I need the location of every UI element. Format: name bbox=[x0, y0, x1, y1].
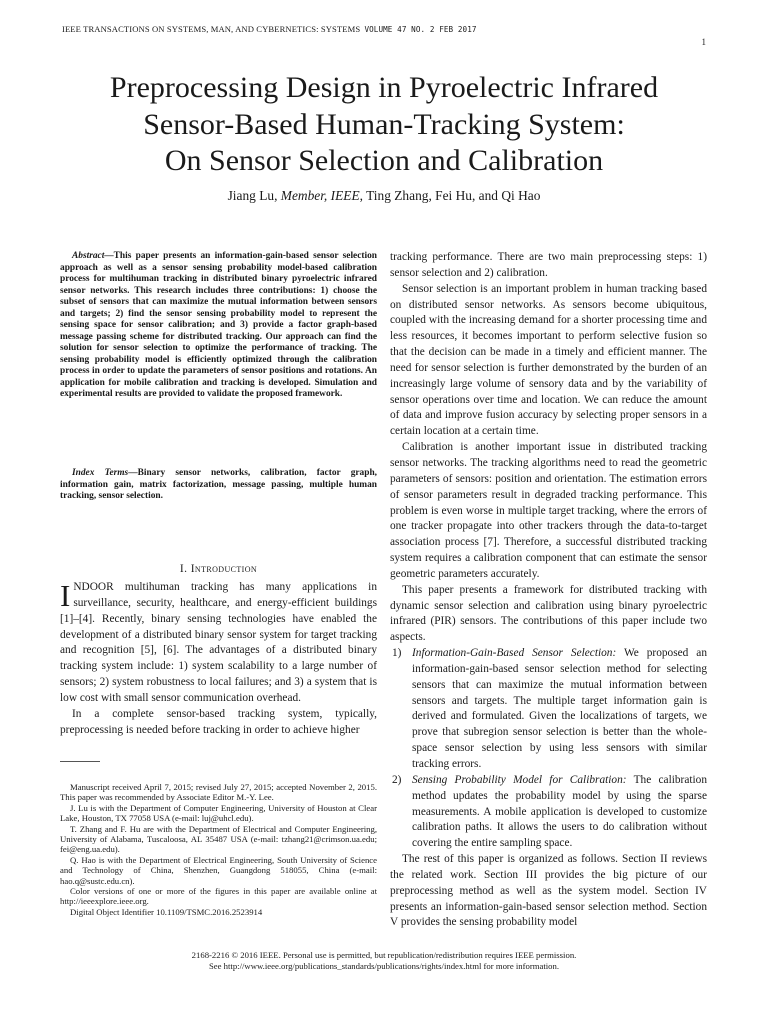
footnote-author-zhang-hu: T. Zhang and F. Hu are with the Department of Electrical and Computer Engineering, University of Alabama, Tuscaloosa, AL 35487 USA (e-mail: tzhang21@crimson.ua.edu; fei@eng.ua.edu). bbox=[60, 823, 377, 855]
copyright-line-1: 2168-2216 © 2016 IEEE. Personal use is permitted, but republication/redistribution requires IEEE permission. bbox=[191, 950, 577, 960]
list-item-text: We proposed an information-gain-based sensor selection method for selecting sensors that can maximize the mutual information between sensors and targets. The multiple target information gain is derived and formulated. Given the localizations of targets, we prove that subregion sensor selection is better than the whole-space sensor selection by using less sensors with similar tracking errors. bbox=[412, 647, 707, 770]
footnote-doi: Digital Object Identifier 10.1109/TSMC.2016.2523914 bbox=[70, 906, 263, 917]
index-terms-label: Index Terms bbox=[72, 468, 129, 478]
journal-name: IEEE TRANSACTIONS ON SYSTEMS, MAN, AND CYBERNETICS: SYSTEMS bbox=[62, 24, 361, 34]
right-paragraph-1: tracking performance. There are two main preprocessing steps: 1) sensor selection and 2) calibration. bbox=[390, 251, 707, 279]
footnote-manuscript: Manuscript received April 7, 2015; revised July 27, 2015; accepted November 2, 2015. This paper was recommended by Associate Editor M.-Y. Lee. bbox=[60, 782, 377, 803]
footnotes bbox=[60, 782, 377, 917]
list-item bbox=[390, 646, 707, 773]
footnote-author-hao: Q. Hao is with the Department of Electrical Engineering, South University of Science and Technology of China, Shenzhen, Guangdong 518055, China (e-mail: hao.q@sustc.edu.cn). bbox=[60, 854, 377, 886]
author-primary: Jiang Lu, bbox=[227, 188, 278, 203]
section-title: Introduction bbox=[190, 563, 258, 575]
paper-title bbox=[40, 70, 728, 180]
right-paragraph-organization: The rest of this paper is organized as follows. Section II reviews the related work. Section III provides the big picture of our preprocessing method as well as the system model. Section IV presents an information-gain-based sensor selection method. Section V provides the sensing probability model bbox=[390, 853, 707, 929]
introduction-body bbox=[60, 580, 377, 738]
list-item-text: The calibration method updates the probability model by using the sparse measurements. A mobile application is developed to customize calibration paths. It allows the users to do calibration without covering the entire sampling space. bbox=[412, 773, 708, 850]
section-numeral: I. bbox=[179, 563, 191, 575]
abstract-label: Abstract bbox=[72, 251, 105, 261]
drop-cap: I bbox=[60, 578, 71, 613]
right-paragraph-calibration: Calibration is another important issue in distributed tracking sensor networks. The tracking algorithms need to read the geometric parameters of sensors: position and orientation. The estimation errors of sensor parameters result in degraded tracking performance. This problem is even worse in multiple target tracking, where the errors of one tracker propagate into other trackers through the data-to-target association process [7]. Therefore, a successful distributed tracking system requires a calibration component that can estimate the sensor geometric parameters accurately. bbox=[390, 441, 707, 580]
footnote-divider bbox=[60, 761, 100, 762]
list-item-title: Sensing Probability Model for Calibration: bbox=[412, 773, 627, 786]
intro-paragraph-1-text: NDOOR multihuman tracking has many applications in surveillance, security, healthcare, and energy-efficient buildings [1]–[4]. Recently, binary sensing technologies have enabled the development of a distributed binary sensor system for target tracking and recognition [5], [6]. The advantages of a distributed binary tracking system include: 1) system scalability to a large number of sensors; 2) system robustness to local failures; and 3) a system that is low cost with small sensor communication overhead. bbox=[60, 581, 377, 704]
intro-paragraph-1 bbox=[60, 580, 377, 707]
index-terms-text: —Binary sensor networks, calibration, factor graph, information gain, matrix factorization, message passing, multiple human tracking, sensor selection. bbox=[60, 468, 378, 501]
footnote-color-versions: Color versions of one or more of the figures in this paper are available online at http://ieeexplore.ieee.org. bbox=[60, 886, 377, 907]
right-paragraph-framework: This paper presents a framework for distributed tracking with dynamic sensor selection and calibration using binary pyroelectric infrared (PIR) sensors. The contributions of this paper include two aspects. bbox=[390, 583, 707, 644]
list-item-number: 1) bbox=[392, 647, 402, 660]
list-item bbox=[390, 773, 707, 852]
footnote-author-lu: J. Lu is with the Department of Computer Engineering, University of Houston at Clear Lake, Houston, TX 77058 USA (e-mail: luj@uhcl.edu). bbox=[60, 802, 377, 824]
author-affiliation: Member, IEEE bbox=[280, 188, 360, 203]
title-line-2: Sensor-Based Human-Tracking System: bbox=[143, 107, 625, 141]
author-list bbox=[40, 188, 728, 204]
title-line-3: On Sensor Selection and Calibration bbox=[164, 144, 604, 177]
list-item-title: Information-Gain-Based Sensor Selection: bbox=[412, 647, 617, 660]
volume-info: VOLUME 47 NO. 2 FEB 2017 bbox=[364, 25, 477, 34]
right-column-body bbox=[390, 250, 707, 931]
running-header bbox=[62, 24, 477, 34]
copyright-notice bbox=[40, 950, 728, 971]
page-number: 1 bbox=[701, 37, 706, 47]
copyright-line-2: See http://www.ieee.org/publications_standards/publications/rights/index.html for more information. bbox=[208, 960, 560, 971]
abstract-text: —This paper presents an information-gain-based sensor selection approach as well as a sensor sensing probability model-based calibration process for multihuman tracking in distributed binary pyroelectric infrared sensor networks. This research includes three contributions: 1) choose the subset of sensors that can maximize the mutual information between sensors and targets; 2) find the sensor sensing probability model to represent the sensing space for sensor calibration; and 3) provide a factor graph-based message passing scheme for distributed tracking. Our approach can find the solution for sensor selection to optimize the performance of tracking. The sensing probability model is efficiently optimized through the calibration process in order to update the parameters of sensor positions and rotations. An application for mobile calibration and tracking is developed. Simulation and experimental results are provided to validate the proposed framework. bbox=[60, 251, 377, 399]
abstract bbox=[60, 251, 377, 401]
intro-paragraph-2: In a complete sensor-based tracking system, typically, preprocessing is needed before tracking in order to achieve higher bbox=[60, 707, 377, 736]
section-heading-introduction bbox=[60, 563, 377, 575]
index-terms bbox=[60, 468, 377, 503]
author-others: , Ting Zhang, Fei Hu, and Qi Hao bbox=[359, 188, 541, 203]
right-paragraph-sensor-selection: Sensor selection is an important problem in human tracking based on distributed sensor networks. As sensors become ubiquitous, coupled with the increasing demand for a shorter processing time and less resources, it becomes important to perform selective fusion so that the decision can be made in a timely and efficient manner. The need for sensor selection is further demonstrated by the burden of an increasingly large volume of sensory data and by the variability of sensor operations over time and location. We can reduce the amount of data and improve fusion accuracy by selecting proper sensors in a certain location at a certain time. bbox=[390, 282, 707, 438]
title-line-1: Preprocessing Design in Pyroelectric Infrared bbox=[109, 71, 659, 104]
list-item-number: 2) bbox=[392, 773, 402, 786]
contributions-list bbox=[390, 646, 707, 852]
